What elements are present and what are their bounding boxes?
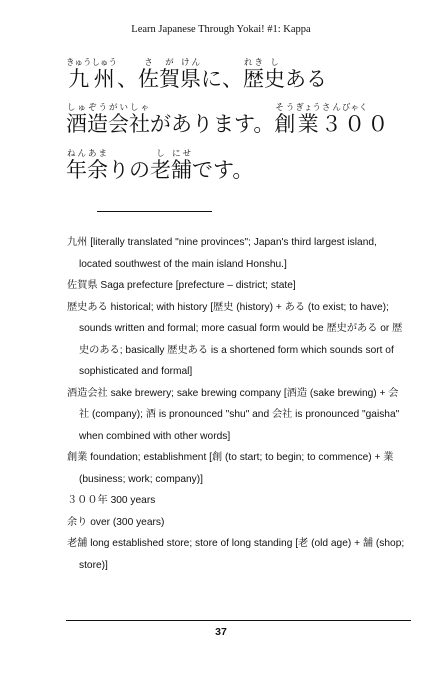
ruby-segment (91, 58, 118, 91)
kanji-base: ある (285, 67, 327, 91)
kanji-base: 造 (87, 112, 108, 136)
ruby-segment (138, 58, 159, 91)
glossary-entry (67, 533, 405, 576)
kanji-base: 歴 (243, 67, 264, 91)
ruby-segment (87, 149, 108, 182)
kanji-base: 、 (117, 67, 138, 91)
kanji-base: です。 (192, 158, 254, 182)
furigana: けん (180, 58, 201, 68)
furigana: し (150, 149, 171, 159)
ruby-segment (180, 58, 201, 91)
main-text-line-2 (66, 103, 406, 135)
kanji-base: 佐 (138, 67, 159, 91)
kanji-base: があります。 (150, 112, 275, 136)
kanji-base: 余 (87, 158, 108, 182)
furigana: さん (320, 103, 342, 113)
vocabulary-glossary (67, 232, 405, 576)
kanji-base: ０ (341, 112, 368, 136)
ruby-segment (129, 103, 150, 136)
glossary-term: 歴史ある (67, 301, 108, 313)
furigana: きゅう (66, 58, 92, 68)
furigana: がい (108, 103, 129, 113)
glossary-entry (67, 490, 405, 512)
glossary-term: ３００年 (67, 495, 108, 506)
kanji-base: 舗 (171, 158, 192, 182)
kanji-base: 会 (108, 112, 129, 136)
kanji-base: 県 (180, 67, 201, 91)
kanji-base: 酒 (66, 112, 87, 136)
ruby-segment (150, 149, 171, 182)
furigana: ぎょう (295, 103, 321, 113)
furigana: れき (243, 58, 264, 68)
ruby-segment (108, 103, 129, 136)
furigana: ぞう (87, 103, 108, 113)
ruby-segment (243, 58, 264, 91)
running-header: Learn Japanese Through Yokai! #1: Kappa (131, 24, 311, 35)
ruby-segment (117, 67, 138, 91)
ruby-segment (150, 112, 274, 136)
furigana: ねん (66, 149, 87, 159)
section-divider (97, 211, 212, 212)
furigana: そう (274, 103, 296, 113)
ruby-segment (66, 103, 87, 136)
furigana: しゃ (129, 103, 150, 113)
kanji-base: 九 (66, 67, 92, 91)
glossary-definition: historical; with history [歴史 (history) + ある (to exist; to have); sounds written and formal; more casual form would be 歴史がある or 歴史のある; basically 歴史ある is a shortened form which sounds sort of sophisticated and formal] (79, 301, 403, 377)
ruby-segment (341, 103, 368, 136)
kanji-base: 州 (91, 67, 117, 91)
kanji-base: 社 (129, 112, 150, 136)
ruby-segment (66, 58, 92, 91)
glossary-entry (67, 232, 405, 275)
ruby-segment (274, 103, 296, 136)
ruby-segment (108, 158, 150, 182)
glossary-term: 酒造会社 (67, 387, 108, 399)
furigana: あま (87, 149, 108, 159)
main-text-line-1 (66, 58, 406, 90)
glossary-term: 余り (67, 516, 88, 528)
kanji-base: ０ (367, 112, 389, 136)
glossary-definition: [literally translated "nine provinces"; Japan's third largest island, located southwest of the main island Honshu.] (79, 237, 377, 270)
kanji-base: 年 (66, 158, 87, 182)
glossary-entry (67, 512, 405, 534)
glossary-entry (67, 383, 405, 448)
glossary-definition: long established store; store of long standing [老 (old age) + 舗 (shop; store)] (79, 538, 405, 571)
glossary-term: 創業 (67, 452, 88, 463)
ruby-segment (192, 158, 253, 182)
furigana: しゅう (91, 58, 118, 68)
main-text-line-3 (66, 149, 406, 181)
kanji-base: りの (108, 158, 150, 182)
glossary-definition: 300 years (107, 495, 156, 506)
kanji-base: 業 (295, 112, 321, 136)
glossary-entry (67, 447, 405, 490)
kanji-base: 創 (274, 112, 296, 136)
furigana: が (159, 58, 180, 68)
furigana: しゅ (66, 103, 87, 113)
page-number: 37 (215, 626, 227, 638)
glossary-term: 九州 (67, 237, 88, 248)
ruby-segment (285, 67, 327, 91)
kanji-base: 賀 (159, 67, 180, 91)
furigana: し (264, 58, 285, 68)
kanji-base: 史 (264, 67, 285, 91)
furigana: にせ (171, 149, 192, 159)
footer-rule (66, 620, 411, 621)
glossary-term: 佐賀県 (67, 280, 98, 291)
furigana: びゃく (341, 103, 368, 113)
glossary-definition: sake brewery; sake brewing company [酒造 (sake brewing) + 会社 (company); 酒 is pronounced "shu" and 会社 is pronounced "gaisha" when combined with other words] (79, 387, 400, 442)
ruby-segment (66, 149, 87, 182)
glossary-definition: foundation; establishment [創 (to start; to begin; to commence) + 業 (business; work; company)] (79, 452, 394, 485)
glossary-definition: Saga prefecture [prefecture – district; state] (97, 280, 296, 291)
ruby-segment (87, 103, 108, 136)
ruby-segment (159, 58, 180, 91)
ruby-segment (320, 103, 342, 136)
glossary-definition: over (300 years) (87, 516, 165, 528)
glossary-entry (67, 297, 405, 383)
kanji-base: ３ (320, 112, 342, 136)
kanji-base: に、 (201, 67, 243, 91)
ruby-segment (367, 112, 388, 136)
ruby-segment (264, 58, 285, 91)
ruby-segment (201, 67, 243, 91)
glossary-entry (67, 275, 405, 297)
kanji-base: 老 (150, 158, 171, 182)
ruby-segment (295, 103, 321, 136)
glossary-term: 老舗 (67, 538, 88, 549)
furigana: さ (138, 58, 159, 68)
ruby-segment (171, 149, 192, 182)
